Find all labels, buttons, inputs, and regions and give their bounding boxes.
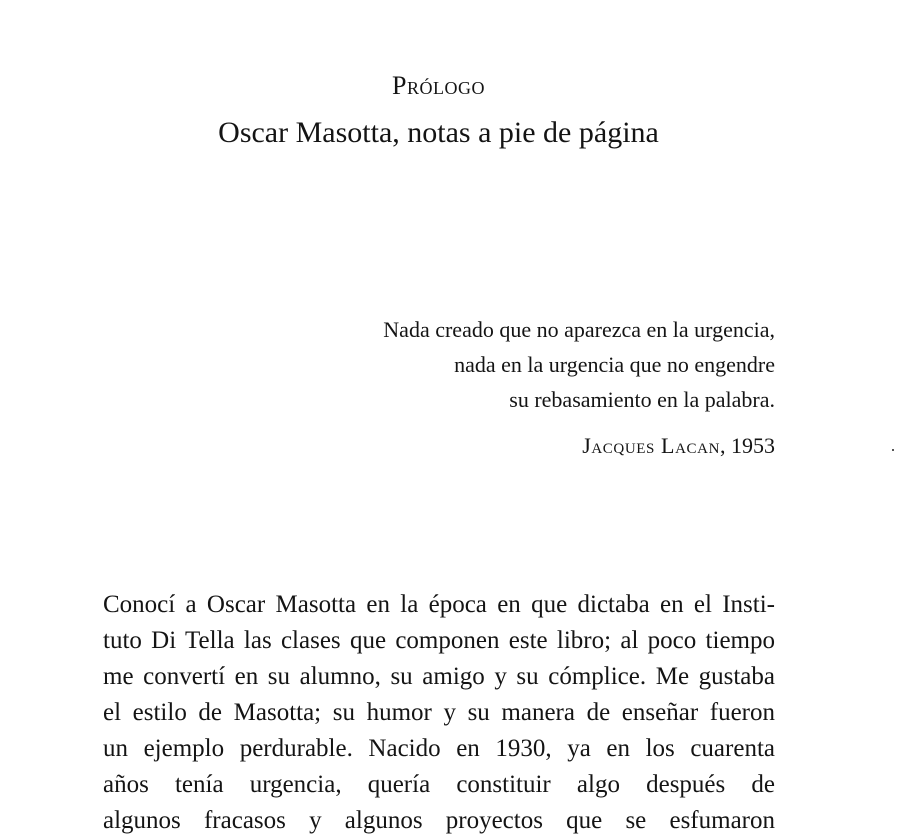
epigraph-attribution: Jacques Lacan, 1953	[582, 433, 775, 458]
body-line: algunos fracasos y algunos proyectos que se esfumaron	[103, 807, 775, 834]
epigraph	[383, 312, 775, 417]
body-line: Conocí a Oscar Masotta en la época en que dictaba en el Insti-	[103, 591, 775, 618]
epigraph-author: Jacques Lacan	[582, 433, 720, 458]
epigraph-year: 1953	[731, 433, 775, 458]
chapter-kicker: Prólogo	[392, 71, 485, 100]
body-line: me convertí en su alumno, su amigo y su cómplice. Me gustaba	[103, 663, 775, 690]
body-paragraph	[103, 587, 775, 839]
epigraph-line: su rebasamiento en la palabra.	[509, 387, 775, 412]
body-line: un ejemplo perdurable. Nacido en 1930, ya en los cuarenta	[103, 735, 775, 762]
scan-speck	[892, 449, 894, 451]
body-line: tuto Di Tella las clases que componen este libro; al poco tiempo	[103, 627, 775, 654]
epigraph-line: nada en la urgencia que no engendre	[454, 352, 775, 377]
chapter-title: Oscar Masotta, notas a pie de página	[218, 116, 659, 149]
epigraph-line: Nada creado que no aparezca en la urgencia,	[383, 317, 775, 342]
body-line: años tenía urgencia, quería constituir algo después de	[103, 771, 775, 798]
body-line: el estilo de Masotta; su humor y su manera de enseñar fueron	[103, 699, 775, 726]
